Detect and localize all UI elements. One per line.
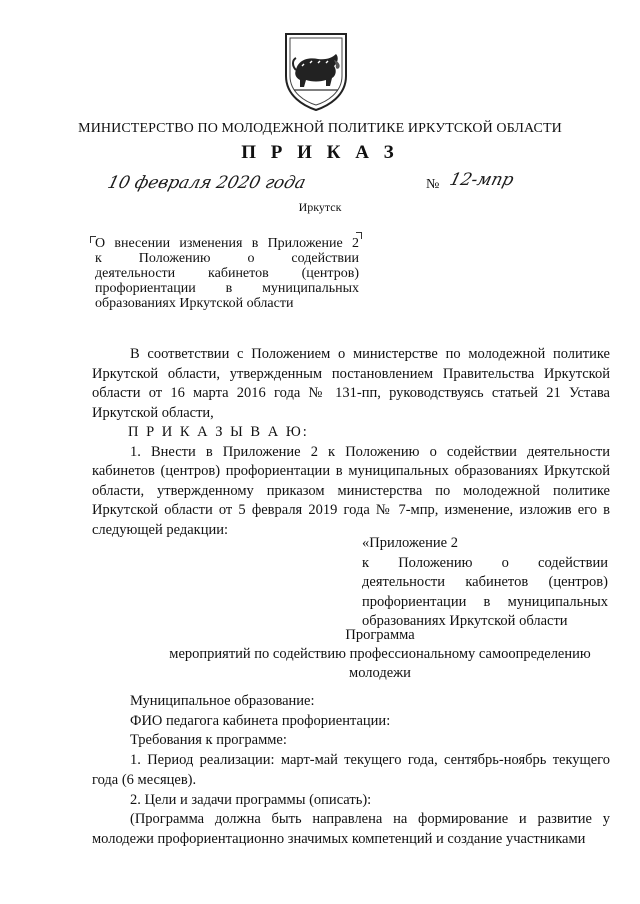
appendix-line: «Приложение 2 bbox=[362, 535, 458, 551]
program-title: Программа bbox=[345, 627, 415, 643]
coat-of-arms-icon bbox=[282, 30, 350, 112]
subject-line: деятельности кабинетов (центров) bbox=[95, 266, 359, 281]
subject-line: к Положению о содействии bbox=[95, 251, 359, 266]
subject-line: О внесении изменения в Приложение 2 bbox=[95, 236, 359, 251]
subject-line: профориентации в муниципальных bbox=[95, 281, 359, 296]
appendix-line: образованиях Иркутской области bbox=[362, 613, 568, 630]
city: Иркутск bbox=[298, 200, 342, 214]
program-subtitle-line: молодежи bbox=[349, 665, 411, 681]
order-subject bbox=[95, 236, 359, 311]
program-heading bbox=[160, 626, 600, 683]
order-body bbox=[92, 345, 610, 540]
requirement-1: 1. Период реализации: март-май текущего года, сентябрь-ноябрь текущего года (6 месяцев). bbox=[92, 752, 610, 788]
number-label: № bbox=[426, 177, 440, 192]
program-subtitle-line: мероприятий по содействию профессиональному самоопределению bbox=[169, 646, 591, 662]
handwritten-date: 10 февраля 2020 года bbox=[105, 173, 308, 193]
requirements-label: Требования к программе: bbox=[130, 732, 287, 749]
appendix-heading bbox=[362, 534, 608, 632]
preamble-paragraph: В соответствии с Положением о министерстве по молодежной политике Иркутской области, утвержденным постановлением Правительства Иркутской области от 16 марта 2016 года № 131-пп, руководствуясь статьей 21 Устава Иркутской области, bbox=[92, 346, 610, 421]
order-title: П Р И К А З bbox=[241, 142, 399, 163]
municipality-label: Муниципальное образование: bbox=[130, 693, 315, 709]
item-1-paragraph: 1. Внести в Приложение 2 к Положению о содействии деятельности кабинетов (центров) профориентации в муниципальных образованиях Иркутской области, утвержденному приказом министерства по молодежной политике Иркутской области от 5 февраля 2019 года № 7-мпр, изменение, изложив его в следующей редакции: bbox=[92, 443, 610, 538]
subject-line: образованиях Иркутской области bbox=[95, 296, 294, 311]
handwritten-number: 12-мпр bbox=[447, 170, 516, 190]
appendix-line: к Положению о содействии bbox=[362, 554, 608, 571]
requirement-2: 2. Цели и задачи программы (описать): bbox=[130, 791, 372, 808]
order-word: П Р И К А З Ы В А Ю: bbox=[128, 424, 309, 440]
appendix-line: деятельности кабинетов (центров) bbox=[362, 574, 608, 591]
appendix-line: профориентации в муниципальных bbox=[362, 593, 608, 610]
ministry-name: МИНИСТЕРСТВО ПО МОЛОДЕЖНОЙ ПОЛИТИКЕ ИРКУТСКОЙ ОБЛАСТИ bbox=[78, 121, 562, 136]
requirement-2-text: (Программа должна быть направлена на формирование и развитие у молодежи профориентационно значимых компетенций и создание участниками bbox=[92, 811, 610, 847]
program-requirements bbox=[92, 692, 610, 850]
teacher-label: ФИО педагога кабинета профориентации: bbox=[130, 712, 391, 729]
